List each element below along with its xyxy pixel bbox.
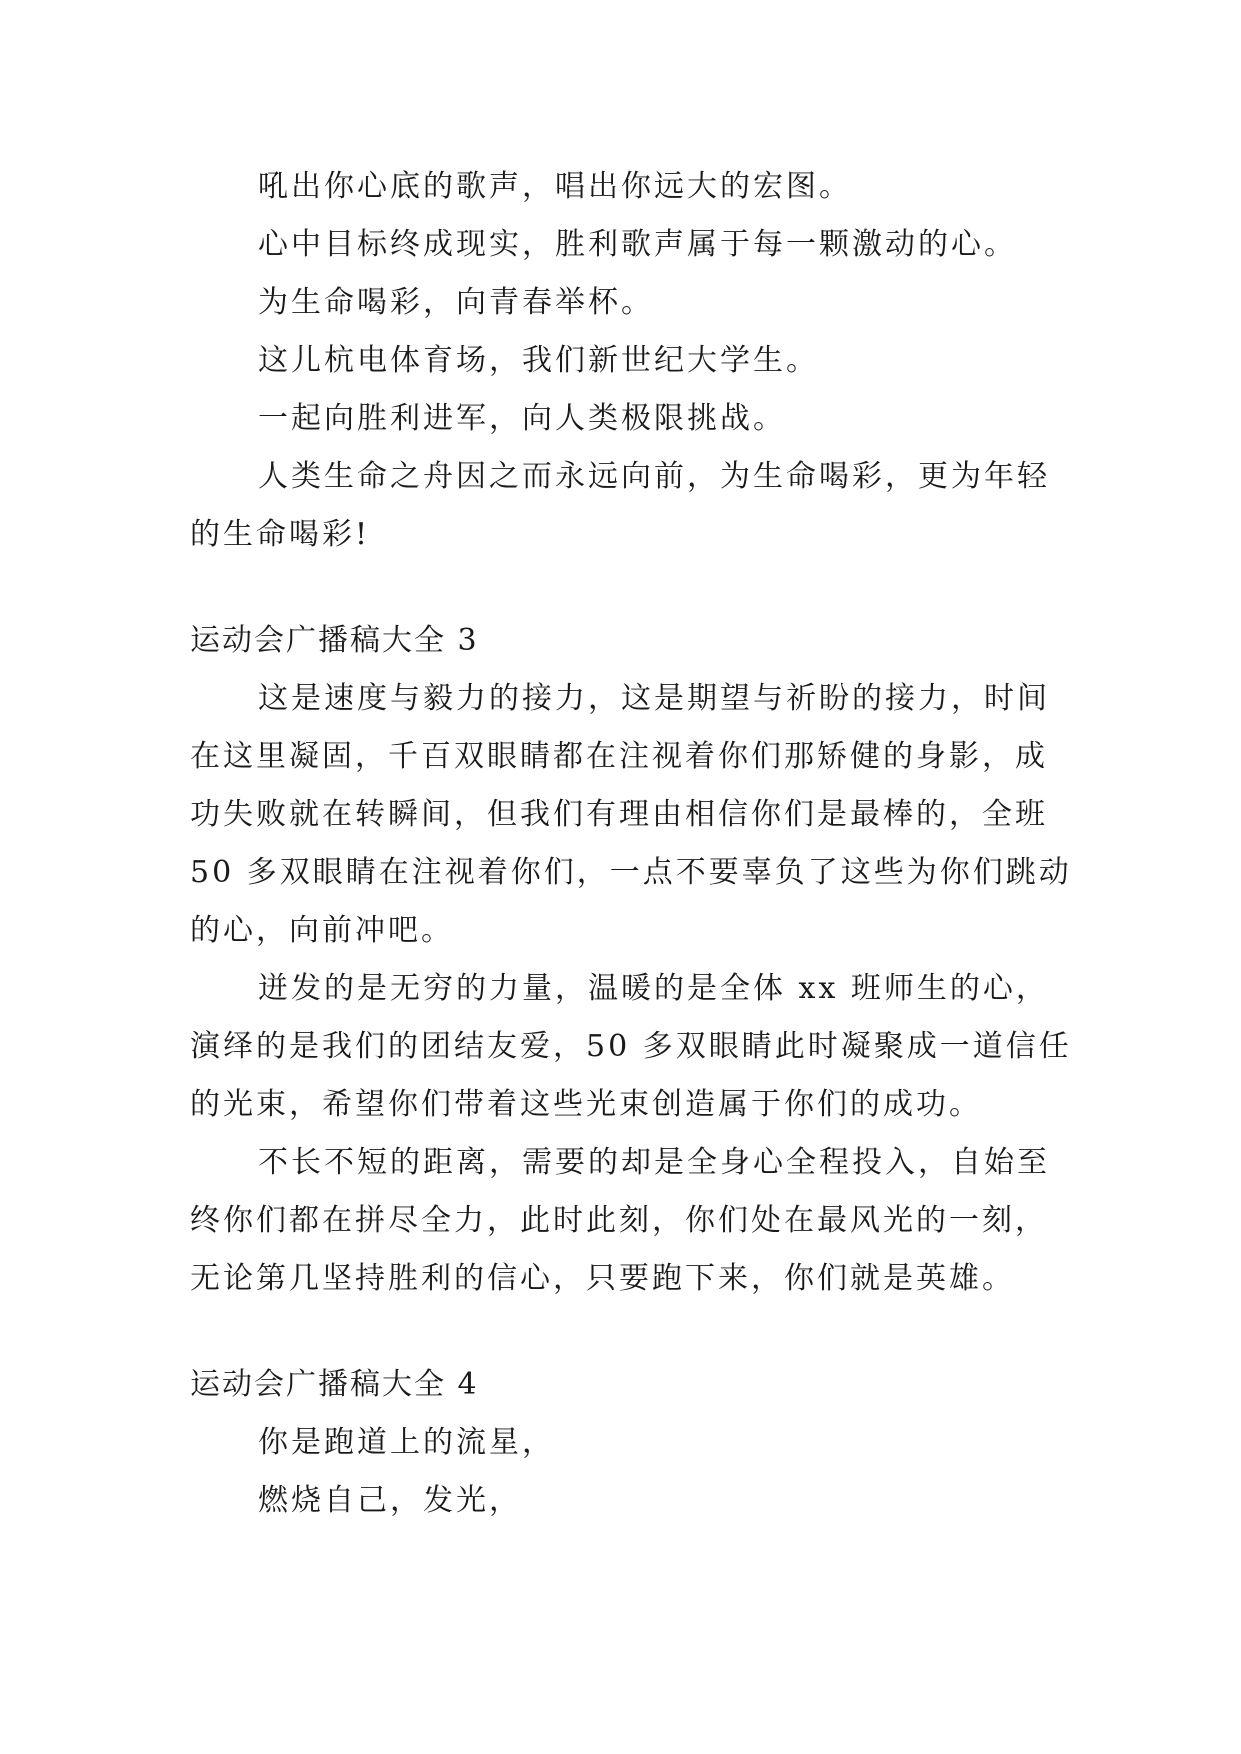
paragraph-line: 人类生命之舟因之而永远向前，为生命喝彩，更为年轻: [258, 459, 1050, 494]
paragraph-line: 吼出你心底的歌声，唱出你远大的宏图。: [258, 169, 852, 204]
paragraph-line: 终你们都在拼尽全力，此时此刻，你们处在最风光的一刻，: [190, 1203, 1048, 1238]
paragraph-line: 无论第几坚持胜利的信心，只要跑下来，你们就是英雄。: [190, 1261, 1015, 1296]
paragraph-line: 演绎的是我们的团结友爱，50 多双眼睛此时凝聚成一道信任: [190, 1029, 1072, 1064]
paragraph-line: 这是速度与毅力的接力，这是期望与祈盼的接力，时间: [258, 681, 1050, 716]
paragraph-line: 心中目标终成现实，胜利歌声属于每一颗激动的心。: [258, 227, 1017, 262]
section-1-body: [190, 158, 1070, 564]
paragraph-line: 的光束，希望你们带着这些光束创造属于你们的成功。: [190, 1087, 982, 1122]
paragraph-line: 这儿杭电体育场，我们新世纪大学生。: [258, 343, 819, 378]
paragraph-line: 迸发的是无穷的力量，温暖的是全体 xx 班师生的心，: [258, 971, 1049, 1006]
paragraph-line: 50 多双眼睛在注视着你们，一点不要辜负了这些为你们跳动: [190, 855, 1072, 890]
section-gap: [190, 564, 1070, 612]
paragraph-line: 不长不短的距离，需要的却是全身心全程投入，自始至: [258, 1145, 1050, 1180]
paragraph-line: 功失败就在转瞬间，但我们有理由相信你们是最棒的，全班: [190, 797, 1048, 832]
paragraph-line: 的心，向前冲吧。: [190, 913, 454, 948]
section-heading: 运动会广播稿大全 3: [190, 623, 479, 658]
document-page: [190, 158, 1070, 1530]
section-gap: [190, 1308, 1070, 1356]
section-3: [190, 612, 1070, 1308]
paragraph-line: 的生命喝彩!: [190, 517, 371, 552]
section-4: [190, 1356, 1070, 1530]
paragraph-line: 燃烧自己，发光，: [258, 1483, 522, 1518]
paragraph-line: 一起向胜利进军，向人类极限挑战。: [258, 401, 786, 436]
paragraph-line: 为生命喝彩，向青春举杯。: [258, 285, 654, 320]
paragraph-line: 你是跑道上的流星，: [258, 1425, 555, 1460]
section-heading: 运动会广播稿大全 4: [190, 1367, 479, 1402]
paragraph-line: 在这里凝固，千百双眼睛都在注视着你们那矫健的身影，成: [190, 739, 1048, 774]
